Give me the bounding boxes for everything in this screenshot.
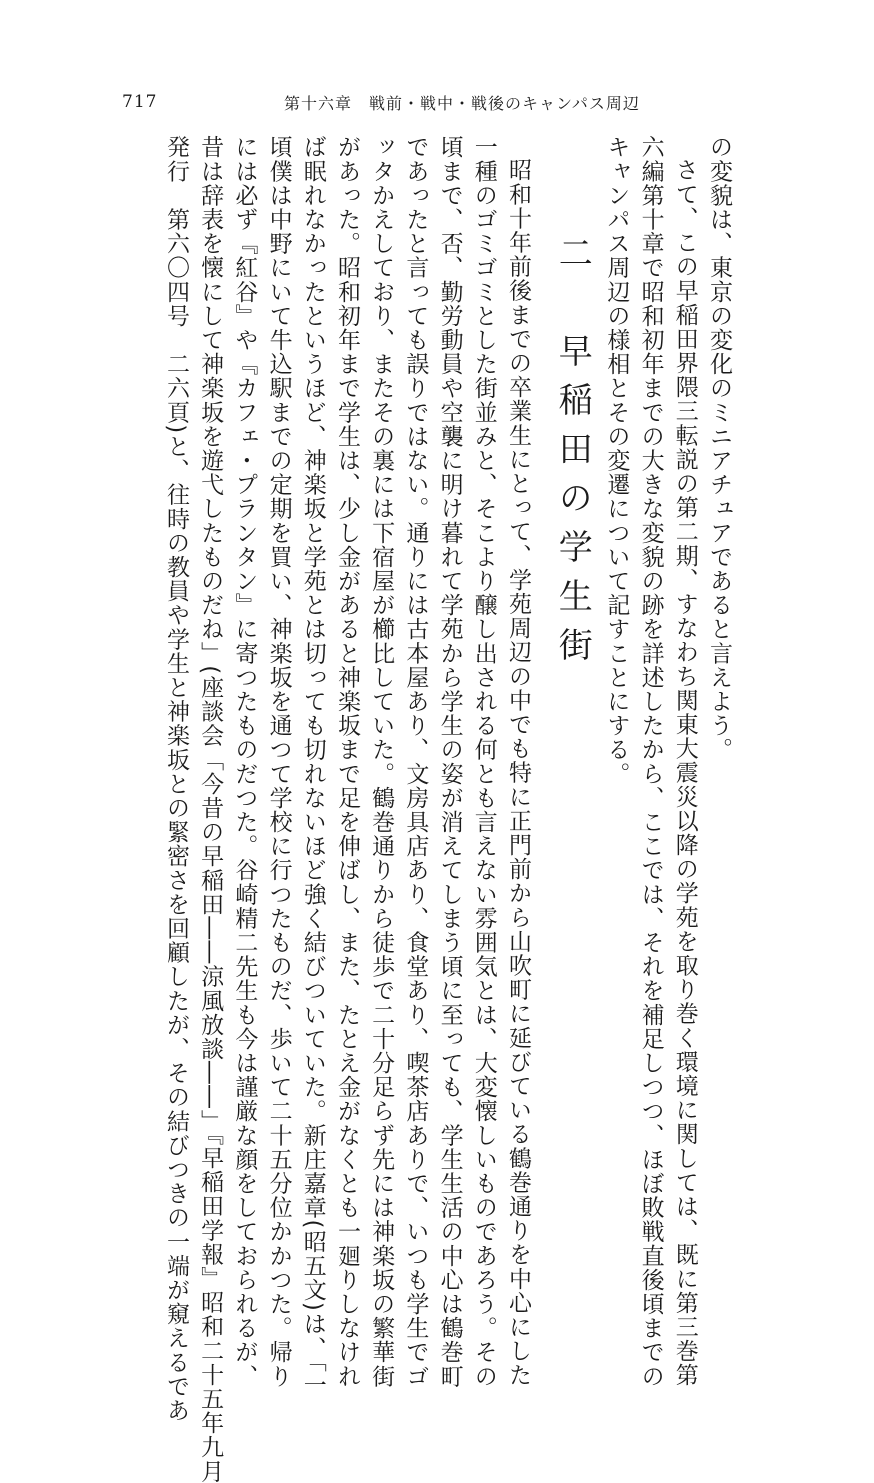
text-column: 一種のゴミゴミとした街並みと、そこより醸し出される何とも言えない雰囲気とは、大変懐しいものであろう。その	[470, 135, 497, 1389]
running-head: 第十六章 戦前・戦中・戦後のキャンパス周辺	[284, 94, 640, 113]
text-column: 頃まで、否、勤労動員や空襲に明け暮れて学苑から学生の姿が消えてしまう頃に至っても、学生生活の中心は鶴巻町	[436, 135, 463, 1389]
body-text	[159, 135, 736, 1483]
text-column: には必ず『紅谷』や『カフェ・プランタン』に寄つたものだつた。谷崎精二先生も今は謹厳な顔をしておられるが、	[231, 135, 258, 1389]
text-column: の変貌は、東京の変化のミニアチュアであると言えよう。	[706, 135, 732, 762]
page-number: 717	[122, 92, 158, 112]
text-column: ッタかえしており、またその裏には下宿屋が櫛比していた。鶴巻通りから徒歩で二十分足らず先には神楽坂の繁華街	[368, 135, 395, 1389]
text-column: 昭和十年前後までの卒業生にとって、学苑周辺の中でも特に正門前から山吹町に延びている鶴巻通りを中心にした	[504, 158, 531, 1388]
text-column: があった。昭和初年まで学生は、少し金があると神楽坂まで足を伸ばし、また、たとえ金がなくとも一廻りしなけれ	[333, 135, 360, 1389]
text-column: 頃僕は中野にいて牛込駅までの定期を買い、神楽坂を通つて学校に行つたものだ、歩いて二十五分位かかつた。帰り	[265, 135, 292, 1389]
text-column: キャンパス周辺の様相とその変遷について記すことにする。	[603, 135, 630, 786]
text-column: であったと言っても誤りではない。通りには古本屋あり、文房具店あり、食堂あり、喫茶店ありで、いつも学生でゴ	[402, 135, 429, 1389]
text-column: ば眠れなかったというほど、神楽坂と学苑とは切っても切れないほど強く結びついていた。新庄嘉章(昭五文)は、「一	[299, 135, 326, 1397]
text-column: 昔は辞表を懐にして神楽坂を遊弋したものだね」(座談会「今昔の早稲田――涼風放談――」『早稲田学報』昭和二十五年九月	[197, 135, 224, 1483]
section-heading: 二 早稲田の学生街	[552, 235, 593, 676]
text-column: さて、この早稲田界隈三転説の第二期、すなわち関東大震災以降の学苑を取り巻く環境に関しては、既に第三巻第	[671, 158, 698, 1388]
text-column: 六編第十章で昭和初年までの大きな変貌の跡を詳述したから、ここでは、それを補足しつつ、ほぼ敗戦直後頃までの	[637, 135, 664, 1389]
text-column: 発行 第六〇四号 二六頁)と、往時の教員や学生と神楽坂との緊密さを回顧したが、その結びつきの一端が窺えるであ	[162, 135, 189, 1423]
